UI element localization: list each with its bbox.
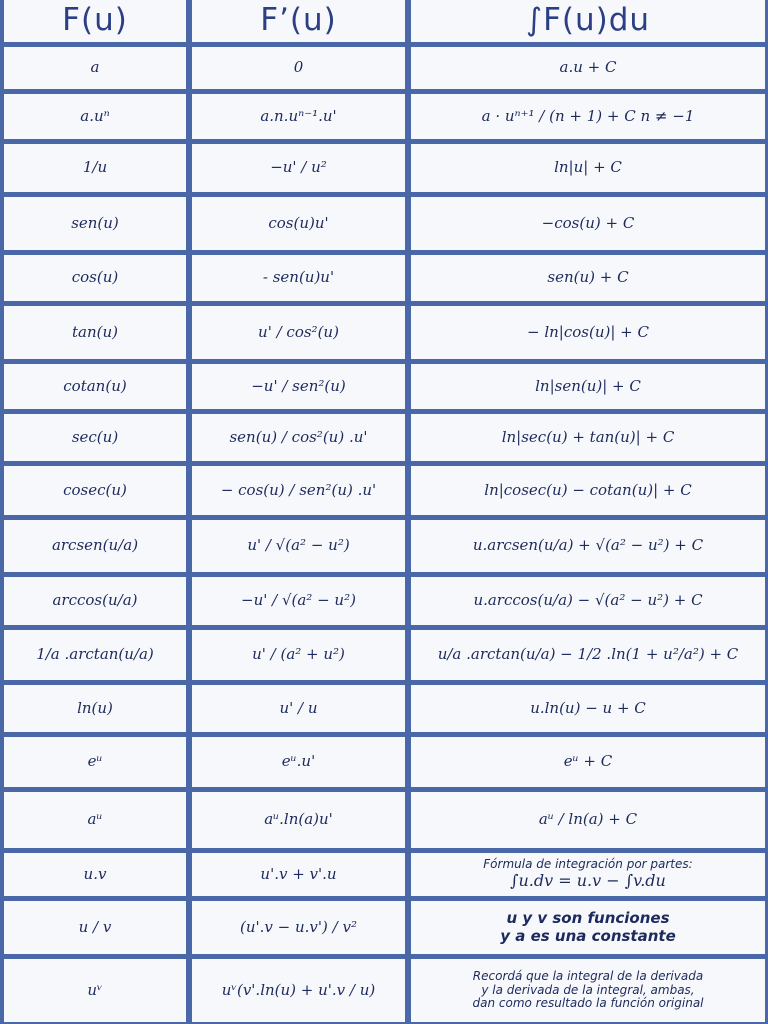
integral-cell: ln|sec(u) + tan(u)| + C	[411, 414, 765, 461]
integral-cell: − ln|cos(u)| + C	[411, 306, 765, 359]
note-line: u y v son funciones	[506, 909, 670, 928]
note-cell	[411, 959, 765, 1022]
derivative-cell: −u' / sen²(u)	[192, 364, 405, 409]
function-cell: cos(u)	[4, 255, 186, 301]
function-cell: u.v	[4, 853, 186, 896]
derivative-cell: - sen(u)u'	[192, 255, 405, 301]
column-derivative	[192, 0, 405, 1024]
derivative-cell: u' / cos²(u)	[192, 306, 405, 359]
integral-cell: −cos(u) + C	[411, 197, 765, 250]
function-cell: a.uⁿ	[4, 94, 186, 139]
by-parts-formula: ∫u.dv = u.v − ∫v.du	[510, 871, 666, 891]
function-cell: uᵛ	[4, 959, 186, 1022]
derivative-cell: sen(u) / cos²(u) .u'	[192, 414, 405, 461]
integral-cell: u.arcsen(u/a) + √(a² − u²) + C	[411, 520, 765, 572]
derivative-cell: u' / (a² + u²)	[192, 630, 405, 680]
derivative-cell: aᵘ.ln(a)u'	[192, 792, 405, 848]
note-cell	[411, 901, 765, 954]
by-parts-title: Fórmula de integración por partes:	[483, 857, 693, 872]
derivative-cell: −u' / u²	[192, 144, 405, 192]
integration-by-parts-cell	[411, 853, 765, 896]
integral-cell: ln|cosec(u) − cotan(u)| + C	[411, 466, 765, 515]
derivative-cell: − cos(u) / sen²(u) .u'	[192, 466, 405, 515]
header-function: F(u)	[4, 0, 186, 42]
integral-cell: sen(u) + C	[411, 255, 765, 301]
derivative-cell: u'.v + v'.u	[192, 853, 405, 896]
function-cell: sec(u)	[4, 414, 186, 461]
function-cell: arcsen(u/a)	[4, 520, 186, 572]
note-line: y a es una constante	[500, 926, 676, 945]
derivative-cell: uᵛ(v'.ln(u) + u'.v / u)	[192, 959, 405, 1022]
derivative-cell: eᵘ.u'	[192, 737, 405, 787]
derivative-cell: cos(u)u'	[192, 197, 405, 250]
note-line: Recordá que la integral de la derivada	[472, 968, 704, 983]
function-cell: aᵘ	[4, 792, 186, 848]
function-cell: sen(u)	[4, 197, 186, 250]
note-line: dan como resultado la función original	[472, 996, 704, 1011]
derivative-cell: a.n.uⁿ⁻¹.u'	[192, 94, 405, 139]
function-cell: eᵘ	[4, 737, 186, 787]
column-integral	[411, 0, 765, 1024]
function-cell: arccos(u/a)	[4, 577, 186, 625]
header-integral: ∫F(u)du	[411, 0, 765, 42]
derivative-cell: (u'.v − u.v') / v²	[192, 901, 405, 954]
function-cell: cotan(u)	[4, 364, 186, 409]
function-cell: u / v	[4, 901, 186, 954]
column-function	[4, 0, 186, 1024]
integral-cell: u.arccos(u/a) − √(a² − u²) + C	[411, 577, 765, 625]
function-cell: ln(u)	[4, 685, 186, 732]
function-cell: cosec(u)	[4, 466, 186, 515]
integral-cell: u/a .arctan(u/a) − 1/2 .ln(1 + u²/a²) + C	[411, 630, 765, 680]
function-cell: a	[4, 47, 186, 89]
derivative-cell: u' / u	[192, 685, 405, 732]
integral-cell: ln|sen(u)| + C	[411, 364, 765, 409]
integral-cell: a.u + C	[411, 47, 765, 89]
function-cell: 1/u	[4, 144, 186, 192]
derivative-cell: −u' / √(a² − u²)	[192, 577, 405, 625]
function-cell: tan(u)	[4, 306, 186, 359]
integral-cell: a · uⁿ⁺¹ / (n + 1) + C n ≠ −1	[411, 94, 765, 139]
derivative-cell: 0	[192, 47, 405, 89]
integral-cell: u.ln(u) − u + C	[411, 685, 765, 732]
function-cell: 1/a .arctan(u/a)	[4, 630, 186, 680]
integral-cell: aᵘ / ln(a) + C	[411, 792, 765, 848]
note-line: y la derivada de la integral, ambas,	[481, 982, 695, 997]
integral-cell: eᵘ + C	[411, 737, 765, 787]
derivative-cell: u' / √(a² − u²)	[192, 520, 405, 572]
header-derivative: F’(u)	[192, 0, 405, 42]
integral-cell: ln|u| + C	[411, 144, 765, 192]
